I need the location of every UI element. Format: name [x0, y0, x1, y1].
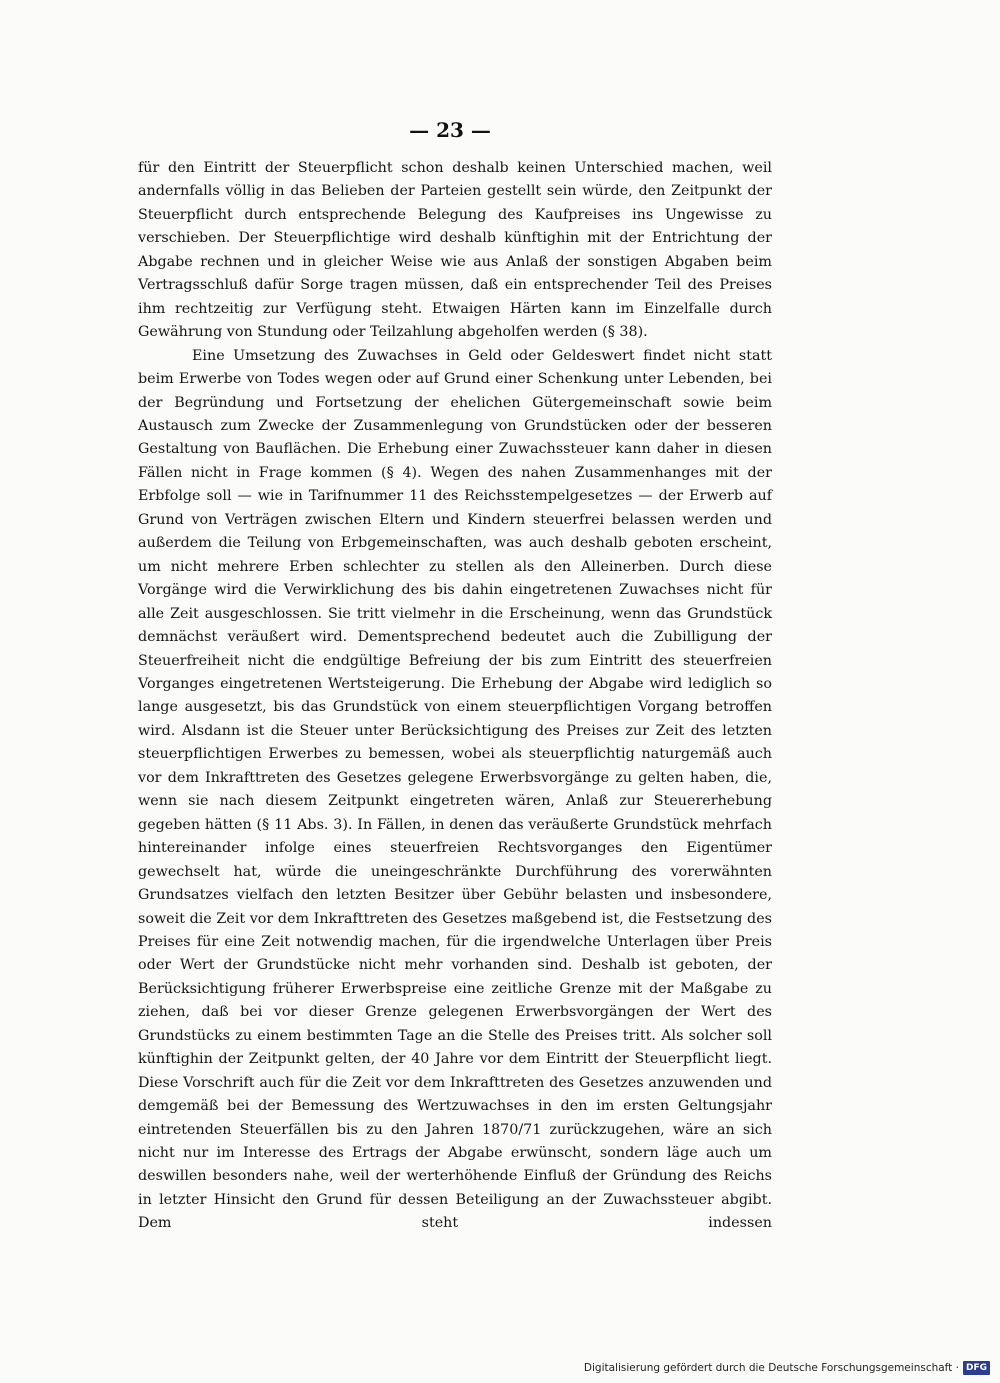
body-text — [138, 157, 772, 1236]
paragraph-1: für den Eintritt der Steuerpflicht schon deshalb keinen Unterschied machen, weil andernfalls völlig in das Belieben der Parteien gestellt sein würde, den Zeitpunkt der Steuerpflicht durch entsprechende Belegung des Kaufpreises ins Ungewisse zu verschieben. Der Steuerpflichtige wird deshalb künftighin mit der Entrichtung der Abgabe rechnen und in gleicher Weise wie aus Anlaß der sonstigen Abgaben beim Vertragsschluß dafür Sorge tragen müssen, daß ein entsprechender Teil des Preises ihm rechtzeitig zur Verfügung steht. Etwaigen Härten kann im Einzelfalle durch Gewährung von Stundung oder Teilzahlung abgeholfen werden (§ 38). — [138, 160, 772, 341]
paragraph-2: Eine Umsetzung des Zuwachses in Geld oder Geldeswert findet nicht statt beim Erwerbe von Todes wegen oder auf Grund einer Schenkung unter Lebenden, bei der Begründung und Fortsetzung der ehelichen Gütergemeinschaft sowie beim Austausch zum Zwecke der Zusammenlegung von Grundstücken oder der besseren Gestaltung von Bauflächen. Die Erhebung einer Zuwachssteuer kann daher in diesen Fällen nicht in Frage kommen (§ 4). Wegen des nahen Zusammenhanges mit der Erbfolge soll — wie in Tarifnummer 11 des Reichsstempelgesetzes — der Erwerb auf Grund von Verträgen zwischen Eltern und Kindern steuerfrei belassen werden und außerdem die Teilung von Erbgemeinschaften, was auch deshalb geboten erscheint, um nicht mehrere Erben schlechter zu stellen als den Alleinerben. Durch diese Vorgänge wird die Verwirklichung des bis dahin eingetretenen Zuwachses nicht für alle Zeit ausgeschlossen. Sie tritt vielmehr in die Erscheinung, wenn das Grundstück demnächst veräußert wird. Dementsprechend bedeutet auch die Zubilligung der Steuerfreiheit nicht die endgültige Befreiung der bis zum Eintritt des steuerfreien Vorganges eingetretenen Wertsteigerung. Die Erhebung der Abgabe wird lediglich so lange ausgesetzt, bis das Grundstück von einem steuerpflichtigen Vorgang betroffen wird. Alsdann ist die Steuer unter Berücksichtigung des Preises zur Zeit des letzten steuerpflichtigen Erwerbes zu bemessen, wobei als steuerpflichtig naturgemäß auch vor dem Inkrafttreten des Gesetzes gelegene Erwerbsvorgänge zu gelten haben, die, wenn sie nach diesem Zeitpunkt eingetreten wären, Anlaß zur Steuererhebung gegeben hätten (§ 11 Abs. 3). In Fällen, in denen das veräußerte Grundstück mehrfach hintereinander infolge eines steuerfreien Rechtsvorganges den Eigentümer gewechselt hat, würde die uneingeschränkte Durchführung des vorerwähnten Grundsatzes vielfach den letzten Besitzer über Gebühr belasten und insbesondere, soweit die Zeit vor dem Inkrafttreten des Gesetzes maßgebend ist, die Festsetzung des Preises für eine Zeit notwendig machen, für die irgendwelche Unterlagen über Preis oder Wert der Grundstücke nicht mehr vorhanden sind. Deshalb ist geboten, der Berücksichtigung früherer Erwerbspreise eine zeitliche Grenze mit der Maßgabe zu ziehen, daß bei vor dieser Grenze gelegenen Erwerbsvorgängen der Wert des Grundstücks zu einem bestimmten Tage an die Stelle des Preises tritt. Als solcher soll künftighin der Zeitpunkt gelten, der 40 Jahre vor dem Eintritt der Steuerpflicht liegt. Diese Vorschrift auch für die Zeit vor dem Inkrafttreten des Gesetzes anzuwenden und demgemäß bei der Bemessung des Wertzuwachses in den im ersten Geltungsjahr eintretenden Steuerfällen bis zu den Jahren 1870/71 zurückzugehen, wäre an sich nicht nur im Interesse des Ertrags der Abgabe erwünscht, sondern läge auch um deswillen besonders nahe, weil der werterhöhende Einfluß der Gründung des Reichs in letzter Hinsicht den Grund für dessen Beteiligung an der Zuwachssteuer abgibt. Dem steht indessen — [138, 347, 772, 1232]
digitization-footer — [584, 1361, 990, 1375]
footer-credit-text: Digitalisierung gefördert durch die Deutsche Forschungsgemeinschaft · — [583, 1362, 959, 1374]
dfg-logo-icon: DFG — [963, 1361, 990, 1375]
page-number: — 23 — — [409, 118, 491, 142]
